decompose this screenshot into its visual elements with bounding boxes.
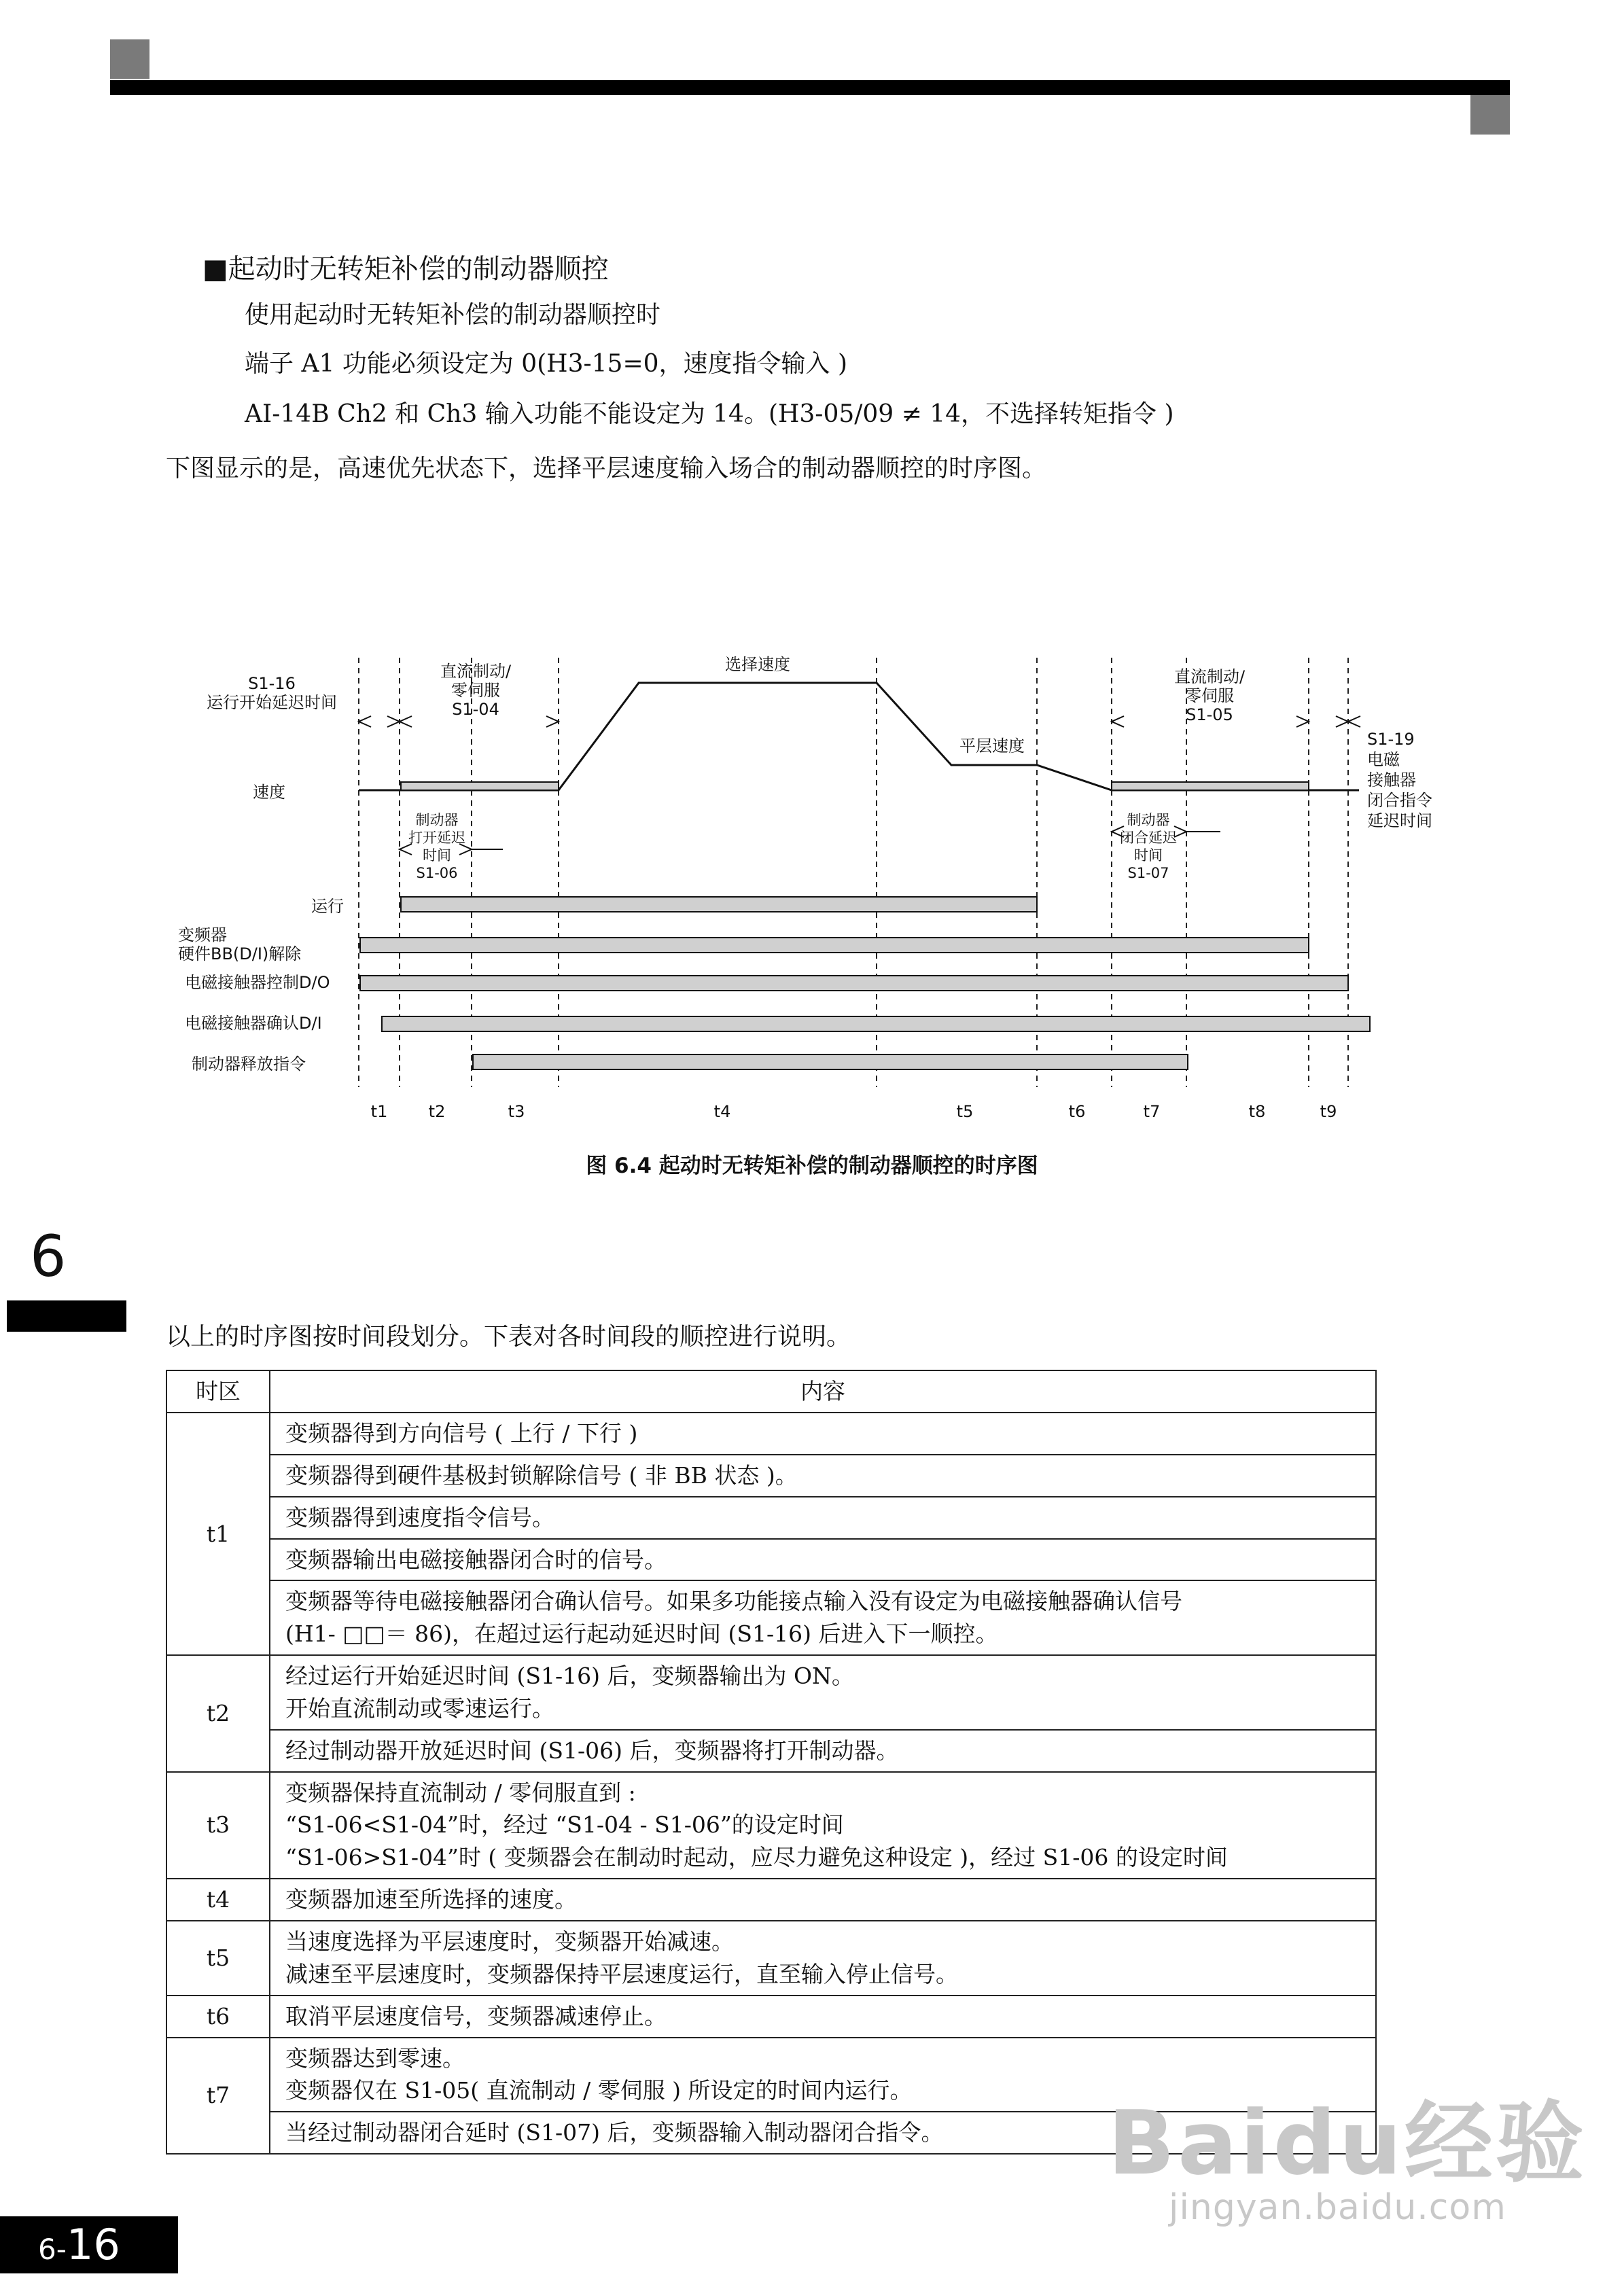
section-intro: 下图显示的是，高速优先状态下，选择平层速度输入场合的制动器顺控的时序图。 — [166, 455, 1047, 482]
content-cell — [270, 1772, 1376, 1879]
table-row — [166, 1879, 1376, 1921]
content-cell — [270, 1655, 1376, 1730]
period-label-t6: t6 — [1068, 1102, 1086, 1121]
table-row — [166, 1413, 1376, 1455]
table-row — [166, 1539, 1376, 1581]
content-cell — [270, 1996, 1376, 2038]
content-cell — [270, 1497, 1376, 1539]
signal-label-bb-line1: 变频器 — [178, 925, 227, 944]
label-bo-line4: S1-06 — [416, 865, 458, 881]
content-line: 变频器得到硬件基极封锁解除信号 ( 非 BB 状态 )。 — [285, 1461, 798, 1489]
label-bo-line1: 制动器 — [415, 812, 459, 828]
period-label-t8: t8 — [1248, 1102, 1266, 1121]
label-s116-desc: 运行开始延迟时间 — [207, 693, 337, 712]
zone-cell-t3: t3 — [166, 1772, 270, 1879]
table-row — [166, 1497, 1376, 1539]
label-s119-line4: 闭合指令 — [1367, 791, 1432, 810]
signal-bar-brake-release — [473, 1054, 1188, 1069]
signal-bar-bb — [360, 938, 1309, 953]
table-row — [166, 1580, 1376, 1655]
period-label-t5: t5 — [956, 1102, 974, 1121]
label-bo-line2: 打开延迟 — [408, 830, 465, 846]
watermark-main: Baidu经验 — [1108, 2091, 1587, 2195]
content-line: (H1- □□＝ 86)，在超过运行起动延迟时间 (S1-16) 后进入下一顺控。 — [285, 1620, 998, 1648]
table-row — [166, 1655, 1376, 1730]
zone-cell-t6: t6 — [166, 1996, 270, 2038]
content-cell — [270, 1879, 1376, 1921]
content-cell — [270, 1413, 1376, 1455]
table-row — [166, 1730, 1376, 1772]
table-row — [166, 1455, 1376, 1497]
table-row — [166, 1772, 1376, 1879]
page-number-value: 16 — [66, 2220, 120, 2269]
figure-caption: 图 6.4 起动时无转矩补偿的制动器顺控的时序图 — [586, 1154, 1038, 1178]
content-line: 变频器得到方向信号 ( 上行 / 下行 ) — [285, 1420, 638, 1447]
signal-label-bb-line2: 硬件BB(D/I)解除 — [178, 944, 302, 963]
content-line: 变频器保持直流制动 / 零伺服直到 : — [285, 1779, 636, 1806]
label-level-speed: 平层速度 — [959, 737, 1025, 756]
signal-bar-mc-confirm — [382, 1016, 1370, 1031]
label-bc-line1: 制动器 — [1127, 812, 1170, 828]
signal-label-mc-control: 电磁接触器控制D/O — [185, 973, 330, 992]
section-line-1: 使用起动时无转矩补偿的制动器顺控时 — [245, 301, 661, 329]
label-bc-line3: 时间 — [1134, 847, 1163, 864]
section-title: ■起动时无转矩补偿的制动器顺控 — [202, 253, 609, 285]
chapter-number: 6 — [30, 1223, 67, 1290]
label-bc-line4: S1-07 — [1127, 865, 1169, 881]
period-label-t3: t3 — [508, 1102, 525, 1121]
label-s119-line5: 延迟时间 — [1367, 811, 1432, 830]
content-line: 当速度选择为平层速度时，变频器开始减速。 — [285, 1928, 734, 1955]
content-line: 变频器仅在 S1-05( 直流制动 / 零伺服 ) 所设定的时间内运行。 — [285, 2077, 913, 2104]
signal-label-run: 运行 — [311, 897, 344, 916]
content-cell — [270, 1539, 1376, 1581]
label-dc1-line2: 零伺服 — [451, 681, 500, 700]
label-dc1-line1: 直流制动/ — [440, 662, 512, 681]
zone-cell-t2: t2 — [166, 1655, 270, 1772]
content-line: 经过运行开始延迟时间 (S1-16) 后，变频器输出为 ON。 — [285, 1663, 854, 1690]
header-zone: 时区 — [166, 1370, 270, 1413]
watermark — [1108, 2072, 1587, 2228]
content-line: 变频器达到零速。 — [285, 2044, 465, 2072]
signal-label-mc-confirm: 电磁接触器确认D/I — [185, 1014, 322, 1033]
content-line: 变频器得到速度指令信号。 — [285, 1504, 554, 1531]
zone-cell-t1: t1 — [166, 1413, 270, 1655]
content-cell — [270, 1921, 1376, 1996]
zone-cell-t7: t7 — [166, 2038, 270, 2155]
dc-brake-bar-1 — [401, 782, 559, 790]
period-label-t4: t4 — [713, 1102, 731, 1121]
period-label-t7: t7 — [1143, 1102, 1161, 1121]
period-label-t9: t9 — [1320, 1102, 1337, 1121]
zone-cell-t4: t4 — [166, 1879, 270, 1921]
table-row — [166, 1921, 1376, 1996]
content-line: 取消平层速度信号，变频器减速停止。 — [285, 2002, 667, 2029]
content-line: 变频器等待电磁接触器闭合确认信号。如果多功能接点输入没有设定为电磁接触器确认信号 — [285, 1588, 1182, 1615]
label-dc2-line1: 直流制动/ — [1173, 667, 1246, 686]
content-cell — [270, 1580, 1376, 1655]
page-number-prefix: 6- — [38, 2233, 67, 2266]
label-select-speed: 选择速度 — [725, 655, 790, 674]
content-line: 变频器输出电磁接触器闭合时的信号。 — [285, 1546, 667, 1573]
content-line: 经过制动器开放延迟时间 (S1-06) 后，变频器将打开制动器。 — [285, 1737, 899, 1764]
label-bc-line2: 闭合延迟 — [1120, 830, 1177, 846]
content-line: 开始直流制动或零速运行。 — [285, 1695, 554, 1722]
content-cell — [270, 1455, 1376, 1497]
content-line: “S1-06>S1-04”时 ( 变频器会在制动时起动，应尽力避免这种设定 )，经过 S1-06 的设定时间 — [285, 1844, 1228, 1871]
signal-bar-run — [401, 897, 1037, 912]
label-s119-line3: 接触器 — [1367, 770, 1416, 790]
table-intro: 以上的时序图按时间段划分。下表对各时间段的顺控进行说明。 — [166, 1323, 851, 1351]
label-dc2-line2: 零伺服 — [1185, 686, 1234, 705]
content-line: 变频器加速至所选择的速度。 — [285, 1886, 577, 1913]
chapter-bar — [7, 1300, 126, 1332]
label-dc2-line3: S1-05 — [1186, 705, 1233, 724]
label-s119-line2: 电磁 — [1367, 750, 1400, 769]
label-s116-code: S1-16 — [248, 674, 296, 693]
section-line-3: AI-14B Ch2 和 Ch3 输入功能不能设定为 14。(H3-05/09 ≠ 14，不选择转矩指令 ) — [245, 400, 1174, 428]
table-row — [166, 1996, 1376, 2038]
dc-brake-bar-2 — [1112, 782, 1309, 790]
label-dc1-line3: S1-04 — [452, 700, 499, 719]
content-line: “S1-06<S1-04”时，经过 “S1-04 - S1-06”的设定时间 — [285, 1811, 844, 1839]
zone-cell-t5: t5 — [166, 1921, 270, 1996]
period-label-t2: t2 — [428, 1102, 446, 1121]
section-line-2: 端子 A1 功能必须设定为 0(H3-15=0，速度指令输入 ) — [245, 350, 848, 378]
label-bo-line3: 时间 — [423, 847, 451, 864]
content-cell — [270, 1730, 1376, 1772]
signal-bar-mc-control — [360, 976, 1348, 991]
period-label-t1: t1 — [370, 1102, 388, 1121]
label-s119-line1: S1-19 — [1367, 730, 1415, 749]
signal-label-brake-release: 制动器释放指令 — [192, 1054, 306, 1074]
content-line: 当经过制动器闭合延时 (S1-07) 后，变频器输入制动器闭合指令。 — [285, 2119, 944, 2146]
page-number — [0, 2216, 178, 2273]
table-header-row — [166, 1370, 1376, 1413]
header-content: 内容 — [270, 1370, 1376, 1413]
content-line: 减速至平层速度时，变频器保持平层速度运行，直至输入停止信号。 — [285, 1960, 958, 1987]
watermark-sub: jingyan.baidu.com — [1169, 2187, 1506, 2228]
label-speed: 速度 — [253, 783, 285, 802]
sequence-table — [166, 1370, 1377, 2155]
